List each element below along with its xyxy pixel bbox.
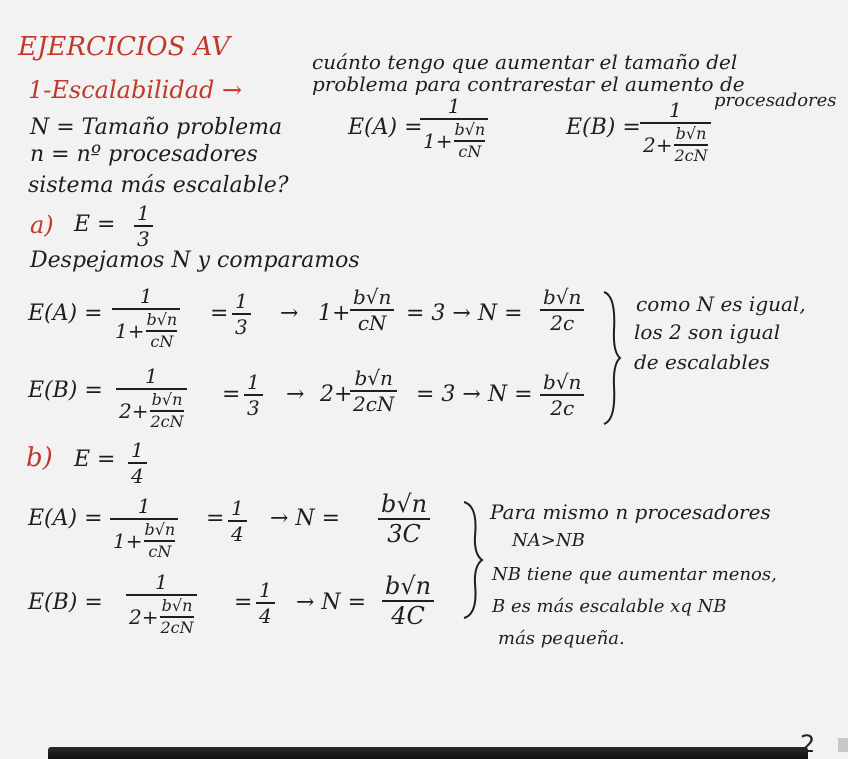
pb-rowB-res-num: b√n [385,572,432,600]
page-title: EJERCICIOS AV [18,32,230,62]
part-a-e-lhs: E = [74,212,116,237]
item1-label: 1-Escalabilidad → [28,76,243,104]
ea-inner [454,122,485,160]
ea-inner-num: b√n [454,120,486,139]
pb-note-line3: NB tiene que aumentar menos, [492,564,777,585]
pb-rowA-arrow: → N = [270,506,341,531]
pa-rowB-eq1: = [222,382,241,407]
pa-rowB-mid-num: b√n [354,366,393,390]
ea-lhs: E(A) = [348,115,423,140]
pb-rowA-res-num: b√n [381,490,428,518]
pa-rowA-mid-num: b√n [353,285,392,309]
ea-den [420,122,488,160]
pb-rowB-in-den: 2cN [160,618,194,637]
pa-rowA-eq3: = 3 → N = [406,301,523,326]
pb-rowA-den [110,522,178,560]
eb-lhs: E(B) = [566,115,641,140]
eb-pre: 2+ [643,133,673,157]
item1-desc-line3: procesadores [714,90,837,111]
pa-rowA-eq1: = [210,301,229,326]
pb-rowA-inner [144,522,175,560]
pa-rowB-res [540,372,584,418]
pb-rowB-res-den: 4C [391,602,425,630]
pb-rowA-frac [110,496,178,560]
def-n: n = nº procesadores [30,142,258,167]
pa-rowB-den [116,392,187,430]
pa-rowB-mid-den: 2cN [353,392,395,416]
pb-rowB-arrow: → N = [296,590,367,615]
pa-note-line1: como N es igual, [636,292,806,316]
eb-inner [674,126,707,164]
pa-rowB-eq3: = 3 → N = [416,382,533,407]
pb-rowB-in-num: b√n [161,596,193,615]
pb-rowA-in-num: b√n [144,520,176,539]
page-number: 2 [800,730,816,758]
part-b-e-num: 1 [131,438,144,462]
part-b-label: b) [26,443,53,473]
pa-rowB-r-den: 3 [247,396,260,420]
pb-rowB-frac [126,572,197,636]
pb-rowB-r [256,580,275,626]
right-brace-icon [460,500,486,620]
item1-desc-line2: problema para contrarestar el aumento de [312,72,745,96]
pa-rowA-res-den: 2c [550,311,575,335]
pb-note-line1: Para mismo n procesadores [490,500,771,524]
pa-rowA-num: 1 [139,284,153,308]
part-b-e-frac [128,440,147,486]
pb-rowA-lhs: E(A) = [28,506,103,531]
pb-note-line5: más pequeña. [498,628,625,649]
pa-rowB-r-num: 1 [247,370,260,394]
part-b-e-lhs: E = [74,447,116,472]
right-brace-icon [600,290,624,426]
pb-rowB-eq1: = [234,590,253,615]
pa-rowA-in-den: cN [150,332,174,351]
pa-note-line3: de escalables [634,350,770,374]
item1-desc-line1: cuánto tengo que aumentar el tamaño del [312,50,738,74]
pb-rowA-eq1: = [206,506,225,531]
pb-note-line4: B es más escalable xq NB [492,596,727,617]
pb-rowA-in-den: cN [148,542,172,561]
pb-rowB-r-num: 1 [259,578,272,602]
pa-rowA-in-num: b√n [146,310,178,329]
eb-fraction [640,100,711,164]
pb-rowB-num: 1 [154,570,168,594]
pb-rowA-r-den: 4 [231,522,244,546]
pa-rowA-r-num: 1 [235,289,248,313]
eb-inner-num: b√n [675,124,707,143]
pa-rowA-den [112,312,180,350]
pa-rowB-mid [350,368,397,414]
pb-rowA-r-num: 1 [231,496,244,520]
pa-rowB-in-den: 2cN [150,412,184,431]
pb-rowB-lhs: E(B) = [28,590,103,615]
pb-note-line2: NA>NB [512,530,585,551]
pa-rowB-res-num: b√n [543,370,582,394]
pa-rowA-mid-den: cN [357,311,387,335]
page-edge-mark [838,738,848,752]
pa-rowA-mid-pre: 1+ [318,301,351,326]
pa-rowB-pre: 2+ [119,399,149,423]
pb-rowA-res-den: 3C [387,520,421,548]
part-a-e-num: 1 [137,201,150,225]
eb-den [640,126,711,164]
pa-rowB-lhs: E(B) = [28,378,103,403]
pb-rowA-pre: 1+ [113,529,143,553]
ea-pre: 1+ [423,129,453,153]
pa-rowB-res-den: 2c [550,396,575,420]
pb-rowA-r [228,498,247,544]
pa-rowA-res [540,287,584,333]
question: sistema más escalable? [28,173,289,198]
def-N: N = Tamaño problema [30,115,283,140]
pa-rowA-mid [350,287,394,333]
pb-rowB-r-den: 4 [259,604,272,628]
pa-note-line2: los 2 son igual [634,320,781,344]
pa-rowB-in-num: b√n [151,390,183,409]
part-a-e-frac [134,203,153,249]
pb-rowB-inner [160,598,193,636]
eb-num: 1 [668,98,682,122]
pb-rowA-res [378,492,430,546]
pa-rowB-r [244,372,263,418]
pa-rowB-arrow: → [286,382,305,407]
part-a-e-den: 3 [137,227,150,251]
part-a-step: Despejamos N y comparamos [30,248,360,273]
pb-rowA-num: 1 [137,494,151,518]
pa-rowB-num: 1 [144,364,158,388]
pa-rowA-frac [112,286,180,350]
eb-inner-den: 2cN [674,146,708,165]
pa-rowA-inner [146,312,177,350]
pb-rowB-den [126,598,197,636]
pa-rowA-r [232,291,251,337]
pa-rowA-lhs: E(A) = [28,301,103,326]
pa-rowA-pre: 1+ [115,319,145,343]
ea-num: 1 [447,94,461,118]
pa-rowB-inner [150,392,183,430]
bottom-shadow-bar [48,747,808,759]
pa-rowA-arrow: → [280,301,299,326]
pb-rowB-res [382,574,434,628]
pa-rowA-res-num: b√n [543,285,582,309]
pb-rowB-pre: 2+ [129,605,159,629]
pa-rowB-mid-pre: 2+ [320,382,353,407]
part-a-label: a) [30,211,54,239]
ea-inner-den: cN [458,142,482,161]
pa-rowA-r-den: 3 [235,315,248,339]
part-b-e-den: 4 [131,464,144,488]
ea-fraction [420,96,488,160]
pa-rowB-frac [116,366,187,430]
